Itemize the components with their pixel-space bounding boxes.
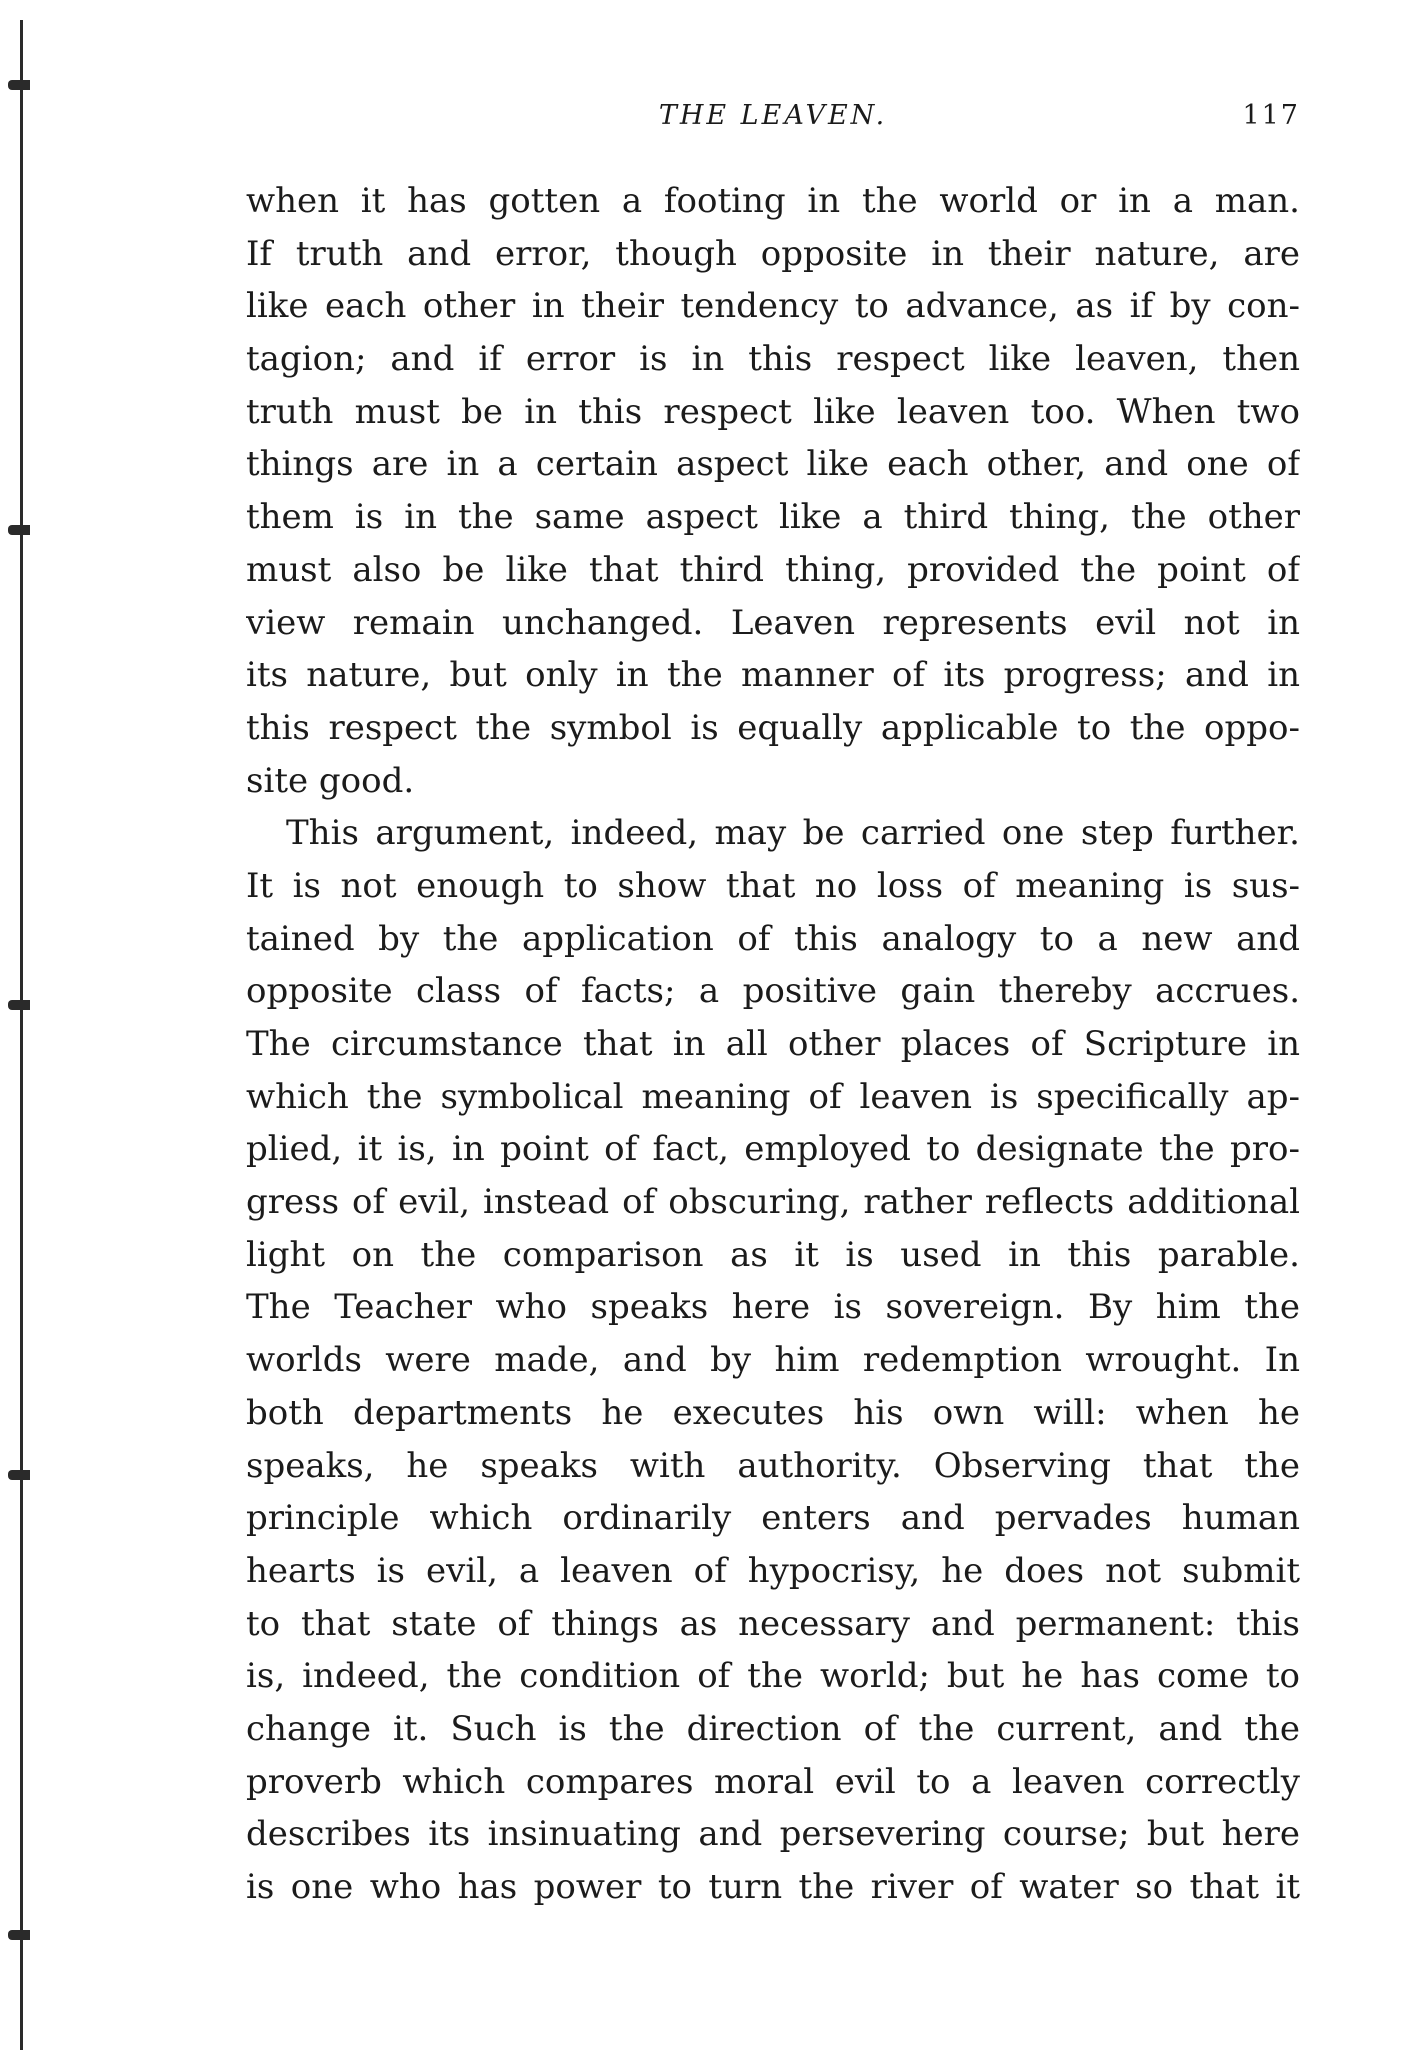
text-line: them is in the same aspect like a third thing, the other xyxy=(246,497,1300,538)
text-line: when it has gotten a footing in the world or in a man. xyxy=(246,181,1300,221)
binding-tab xyxy=(8,1470,30,1480)
text-line: truth must be in this respect like leaven too. When two xyxy=(246,391,1300,432)
binding-edge xyxy=(20,20,23,2050)
body-text xyxy=(246,175,1300,1914)
binding-tab xyxy=(8,1000,30,1010)
page-number: 117 xyxy=(1242,100,1300,131)
text-line: If truth and error, though opposite in their nature, are xyxy=(246,233,1300,274)
text-line: this respect the symbol is equally applicable to the oppo- xyxy=(246,707,1300,748)
text-line: view remain unchanged. Leaven represents evil not in xyxy=(246,602,1300,643)
text-line: both departments he executes his own will: when he xyxy=(246,1392,1300,1433)
binding-tab xyxy=(8,80,30,90)
text-line: site good. xyxy=(246,760,415,801)
binding-tab xyxy=(8,1930,30,1940)
text-line: things are in a certain aspect like each other, and one of xyxy=(246,444,1300,485)
text-line: is, indeed, the condition of the world; but he has come to xyxy=(246,1656,1300,1697)
page-header xyxy=(246,100,1300,140)
text-line: change it. Such is the direction of the current, and the xyxy=(246,1708,1300,1749)
text-line: worlds were made, and by him redemption wrought. In xyxy=(246,1340,1300,1381)
text-line: speaks, he speaks with authority. Observing that the xyxy=(246,1445,1300,1486)
text-line: to that state of things as necessary and permanent: this xyxy=(246,1603,1300,1644)
binding-tab xyxy=(8,525,30,535)
text-line: hearts is evil, a leaven of hypocrisy, he does not submit xyxy=(246,1550,1300,1591)
text-line: The circumstance that in all other places of Scripture in xyxy=(246,1024,1300,1064)
text-line: its nature, but only in the manner of its progress; and in xyxy=(246,655,1300,696)
text-line: like each other in their tendency to advance, as if by con- xyxy=(246,286,1300,327)
text-line: principle which ordinarily enters and pervades human xyxy=(246,1498,1300,1539)
text-line: tagion; and if error is in this respect like leaven, then xyxy=(246,339,1300,380)
text-line: must also be like that third thing, provided the point of xyxy=(246,549,1300,590)
text-line: gress of evil, instead of obscuring, rather reflects additional xyxy=(246,1182,1300,1223)
text-line: is one who has power to turn the river of water so that it xyxy=(246,1867,1300,1907)
text-line: describes its insinuating and persevering course; but here xyxy=(246,1814,1300,1855)
text-line: plied, it is, in point of fact, employed to designate the pro- xyxy=(246,1129,1300,1170)
text-line: tained by the application of this analogy to a new and xyxy=(246,918,1300,959)
text-line: This argument, indeed, may be carried one step further. xyxy=(286,813,1300,854)
text-line: opposite class of facts; a positive gain thereby accrues. xyxy=(246,971,1300,1012)
text-line: It is not enough to show that no loss of meaning is sus- xyxy=(246,865,1300,906)
text-line: The Teacher who speaks here is sovereign. By him the xyxy=(246,1287,1300,1328)
text-line: proverb which compares moral evil to a leaven correctly xyxy=(246,1761,1300,1802)
text-line: which the symbolical meaning of leaven is specifically ap- xyxy=(246,1076,1300,1117)
running-title: THE LEAVEN. xyxy=(658,100,888,131)
text-line: light on the comparison as it is used in this parable. xyxy=(246,1234,1300,1275)
